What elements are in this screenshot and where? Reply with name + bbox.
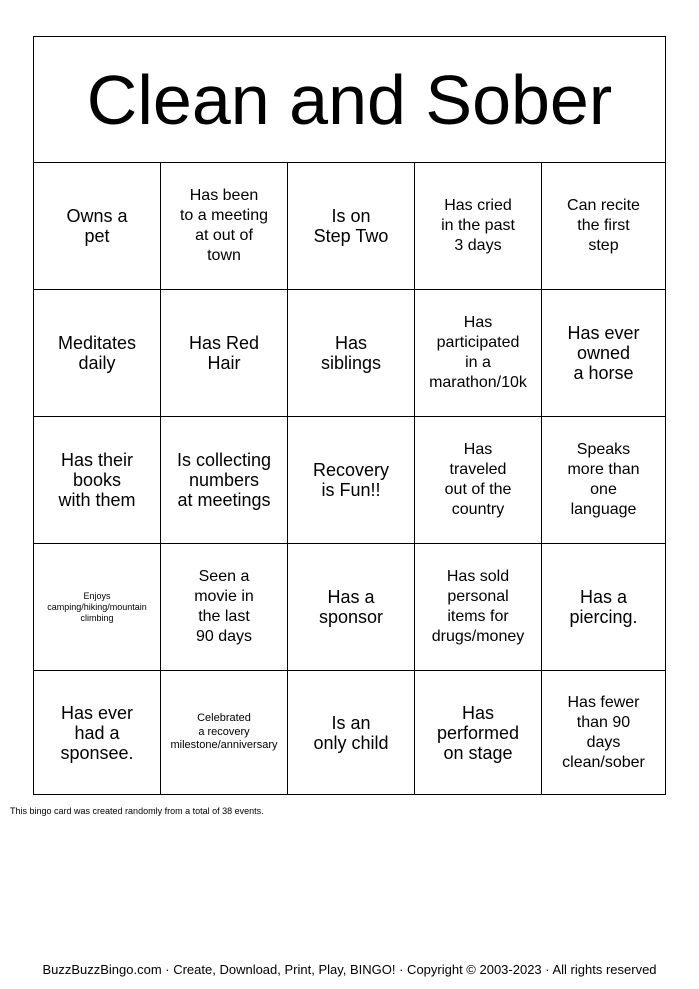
bingo-cell-text: Has a piercing. — [569, 587, 638, 627]
bingo-cell[interactable] — [34, 671, 161, 794]
bingo-cell-text: Has sold personal items for drugs/money — [431, 568, 525, 645]
bingo-cell[interactable] — [415, 417, 542, 544]
bingo-cell-text: Recovery is Fun!! — [312, 460, 390, 500]
bingo-cell[interactable] — [161, 544, 288, 671]
bingo-cell-text: Can recite the first step — [567, 197, 640, 254]
bingo-grid — [34, 163, 665, 794]
bingo-cell[interactable] — [542, 671, 665, 794]
bingo-cell[interactable] — [415, 544, 542, 671]
bingo-cell[interactable] — [34, 417, 161, 544]
bingo-cell[interactable] — [415, 290, 542, 417]
bingo-cell-text: Has a sponsor — [318, 587, 384, 627]
bingo-cell[interactable] — [288, 417, 415, 544]
bingo-cell-text: Celebrated a recovery milestone/anniversary — [170, 712, 278, 752]
bingo-cell-text: Seen a movie in the last 90 days — [194, 568, 254, 645]
bingo-cell-text: Meditates daily — [57, 333, 137, 373]
bingo-cell-text: Has siblings — [320, 333, 382, 373]
bingo-cell-text: Has traveled out of the country — [444, 441, 512, 518]
bingo-cell-text: Is on Step Two — [313, 206, 389, 246]
bingo-cell[interactable] — [161, 163, 288, 290]
bingo-cell[interactable] — [542, 290, 665, 417]
bingo-cell[interactable] — [288, 671, 415, 794]
bingo-cell-text: Enjoys camping/hiking/mountain climbing — [47, 590, 147, 623]
bingo-cell-text: Has ever had a sponsee. — [60, 702, 134, 763]
bingo-cell-text: Is an only child — [313, 712, 389, 753]
bingo-cell-text: Has Red Hair — [188, 333, 260, 373]
bingo-cell[interactable] — [288, 163, 415, 290]
bingo-cell-text: Has ever owned a horse — [567, 323, 640, 383]
bingo-cell-text: Has cried in the past 3 days — [441, 197, 515, 254]
bingo-card — [33, 36, 666, 795]
generation-note: This bingo card was created randomly from a total of 38 events. — [10, 806, 264, 816]
bingo-cell[interactable] — [34, 544, 161, 671]
bingo-cell[interactable] — [288, 544, 415, 671]
bingo-cell-text: Has been to a meeting at out of town — [179, 187, 269, 264]
bingo-cell[interactable] — [542, 163, 665, 290]
bingo-cell[interactable] — [34, 163, 161, 290]
bingo-cell-text: Has their books with them — [58, 450, 136, 510]
bingo-cell[interactable] — [288, 290, 415, 417]
bingo-cell[interactable] — [415, 163, 542, 290]
bingo-cell[interactable] — [542, 417, 665, 544]
bingo-cell[interactable] — [415, 671, 542, 794]
bingo-cell[interactable] — [161, 417, 288, 544]
bingo-cell-text: Has participated in a marathon/10k — [429, 314, 527, 391]
bingo-cell[interactable] — [161, 290, 288, 417]
card-title: Clean and Sober — [34, 37, 665, 163]
bingo-cell-text: Speaks more than one language — [567, 441, 640, 518]
bingo-cell-text: Has performed on stage — [436, 702, 520, 763]
site-footer: BuzzBuzzBingo.com · Create, Download, Print, Play, BINGO! · Copyright © 2003-2023 · All rights reserved — [42, 962, 657, 977]
bingo-cell[interactable] — [542, 544, 665, 671]
bingo-cell[interactable] — [161, 671, 288, 794]
bingo-cell-text: Has fewer than 90 days clean/sober — [562, 693, 645, 771]
bingo-cell[interactable] — [34, 290, 161, 417]
bingo-cell-text: Owns a pet — [66, 206, 128, 246]
bingo-cell-text: Is collecting numbers at meetings — [176, 450, 272, 510]
